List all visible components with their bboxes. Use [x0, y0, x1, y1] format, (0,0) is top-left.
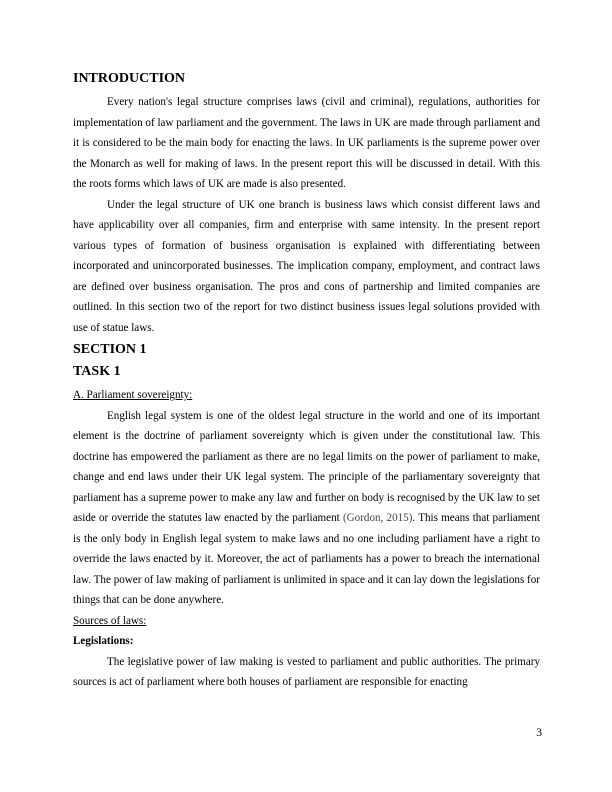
paragraph-text-after-citation: . This means that parliament is the only body in English legal system to make laws and no one including parliament have a right to override the laws enacted by it. Moreover, the act of parliaments has a power to breach the international law. The power of law making of parliament is unlimited in space and it can lay down the legislations for things that can be done anywhere.: [73, 512, 540, 606]
intro-paragraph-2: Under the legal structure of UK one branch is business laws which consist different laws and have applicability over all companies, firm and enterprise with same intensity. In the present report various types of formation of business organisation is explained with differentiating between incorporated and unincorporated businesses. The implication company, employment, and contract laws are defined over business organisation. The pros and cons of partnership and limited companies are outlined. In this section two of the report for two distinct business issues legal solutions provided with use of statue laws.: [73, 198, 540, 334]
parliament-sovereignty-subheading: A. Parliament sovereignty:: [73, 389, 193, 401]
intro-paragraph-1: Every nation's legal structure comprises laws (civil and criminal), regulations, authorities for implementation of law parliament and the government. The laws in UK are made through parliament and it is considered to be the main body for enacting the laws. In UK parliaments is the supreme power over the Monarch as well for making of laws. In the present report this will be discussed in detail. With this the roots forms which laws of UK are made is also presented.: [73, 96, 540, 190]
page-number: 3: [536, 727, 542, 739]
legislations-paragraph: The legislative power of law making is vested to parliament and public authorities. The primary sources is act of parliament where both houses of parliament are responsible for enacting: [73, 655, 540, 688]
page-body: [73, 70, 540, 693]
parliament-sovereignty-paragraph: [73, 406, 540, 611]
legislations-subheading: Legislations:: [73, 635, 134, 647]
sources-of-laws-subheading: Sources of laws:: [73, 614, 147, 627]
paragraph-text-before-citation: English legal system is one of the oldest legal structure in the world and one of its important element is the doctrine of parliament sovereignty which is given under the constitutional law. This doctrine has empowered the parliament as there are no legal limits on the power of parliament to make, change and end laws under their UK legal system. The principle of the parliamentary sovereignty that parliament has a supreme power to make any law and further on body is recognised by the UK law to set aside or override the statutes law enacted by the parliament: [73, 409, 540, 524]
section-heading: SECTION 1: [73, 342, 147, 357]
citation-link: (Gordon, 2015): [342, 512, 413, 524]
introduction-heading: INTRODUCTION: [73, 71, 186, 86]
task-heading: TASK 1: [73, 364, 121, 379]
